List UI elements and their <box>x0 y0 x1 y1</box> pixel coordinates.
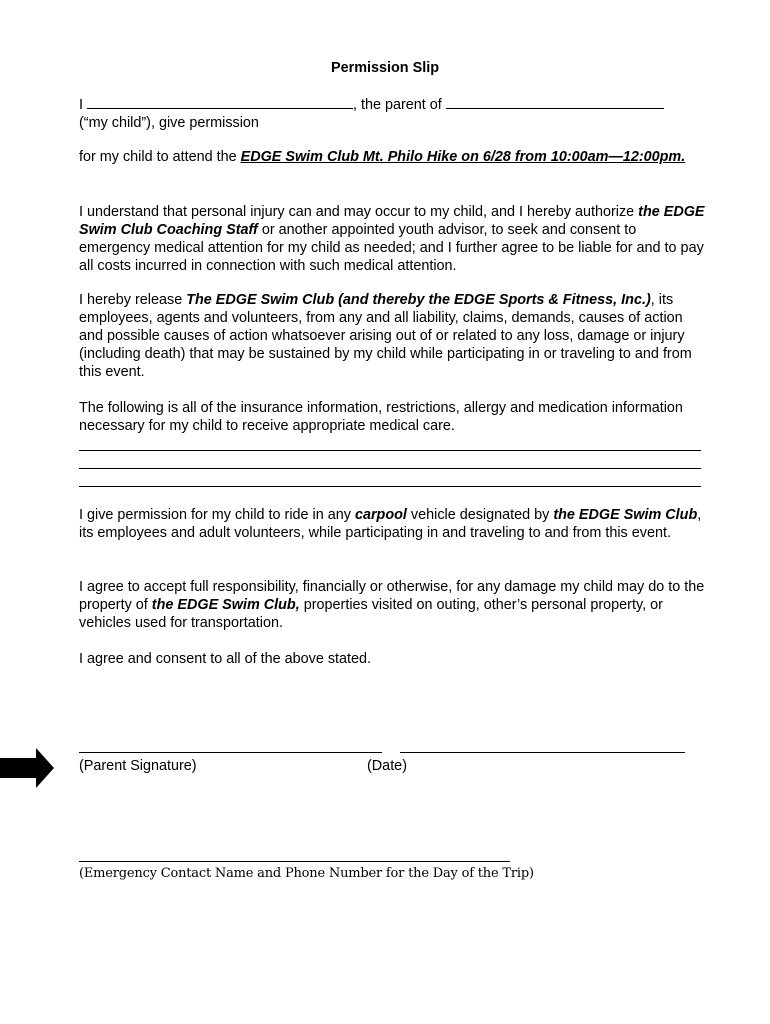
carpool-text: I give permission for my child to ride in any <box>79 507 351 523</box>
intro-paragraph <box>79 95 705 132</box>
release-text-2: , its employees, agents and volunteers, from any and all liability, claims, demands, causes of action and possible causes of action whatsoever arising out of or related to any loss, damage or injury (including death) that may be sustained by my child while participating in or traveling to and from this event. <box>79 292 692 380</box>
date-line[interactable] <box>400 752 685 753</box>
medical-paragraph <box>79 203 705 275</box>
parent-name-field[interactable] <box>87 95 353 109</box>
emergency-contact-line[interactable] <box>79 861 510 862</box>
intro-i: I <box>79 97 83 113</box>
carpool-word: carpool <box>354 507 407 523</box>
insurance-line-3[interactable] <box>79 486 701 487</box>
carpool-text-2: vehicle designated by <box>410 507 550 523</box>
damage-paragraph <box>79 578 705 632</box>
carpool-paragraph <box>79 506 705 542</box>
attend-paragraph <box>79 148 705 166</box>
emergency-contact-label: (Emergency Contact Name and Phone Number for the Day of the Trip) <box>79 866 534 881</box>
carpool-club: the EDGE Swim Club <box>553 507 698 523</box>
release-paragraph <box>79 291 705 381</box>
release-club: The EDGE Swim Club (and thereby the EDGE Sports & Fitness, Inc.) <box>186 292 651 308</box>
damage-text: I agree to accept full responsibility, financially or otherwise, for any damage my child may do to the property of <box>79 579 705 613</box>
coaching-staff: the EDGE Swim Club Coaching Staff <box>79 204 705 238</box>
child-name-field[interactable] <box>446 95 664 109</box>
insurance-line-1[interactable] <box>79 450 701 451</box>
parent-signature-line[interactable] <box>79 752 382 753</box>
event-name: EDGE Swim Club Mt. Philo Hike on 6/28 from 10:00am—12:00pm. <box>240 149 686 165</box>
intro-my-child: (“my child”), give permission <box>79 115 259 131</box>
consent-paragraph: I agree and consent to all of the above stated. <box>79 651 372 667</box>
attend-text: for my child to attend the <box>79 149 237 165</box>
parent-signature-label: (Parent Signature) <box>79 758 197 774</box>
page-title: Permission Slip <box>331 60 439 76</box>
date-label: (Date) <box>367 758 407 774</box>
insurance-line-2[interactable] <box>79 468 701 469</box>
release-text: I hereby release <box>79 292 183 308</box>
carpool-text-3: , its employees and adult volunteers, while participating in and traveling to and from this event. <box>79 507 702 541</box>
medical-text: I understand that personal injury can and may occur to my child, and I hereby authorize <box>79 204 635 220</box>
damage-club: the EDGE Swim Club, <box>151 597 300 613</box>
insurance-paragraph: The following is all of the insurance information, restrictions, allergy and medication information necessary for my child to receive appropriate medical care. <box>79 400 683 434</box>
damage-text-2: properties visited on outing, other’s personal property, or vehicles used for transportation. <box>79 597 663 631</box>
medical-text-2: or another appointed youth advisor, to seek and consent to emergency medical attention for my child as needed; and I further agree to be liable for and to pay all costs incurred in connection with such medical attention. <box>79 222 704 274</box>
intro-parent-of: , the parent of <box>353 97 442 113</box>
right-arrow-icon <box>0 748 54 788</box>
